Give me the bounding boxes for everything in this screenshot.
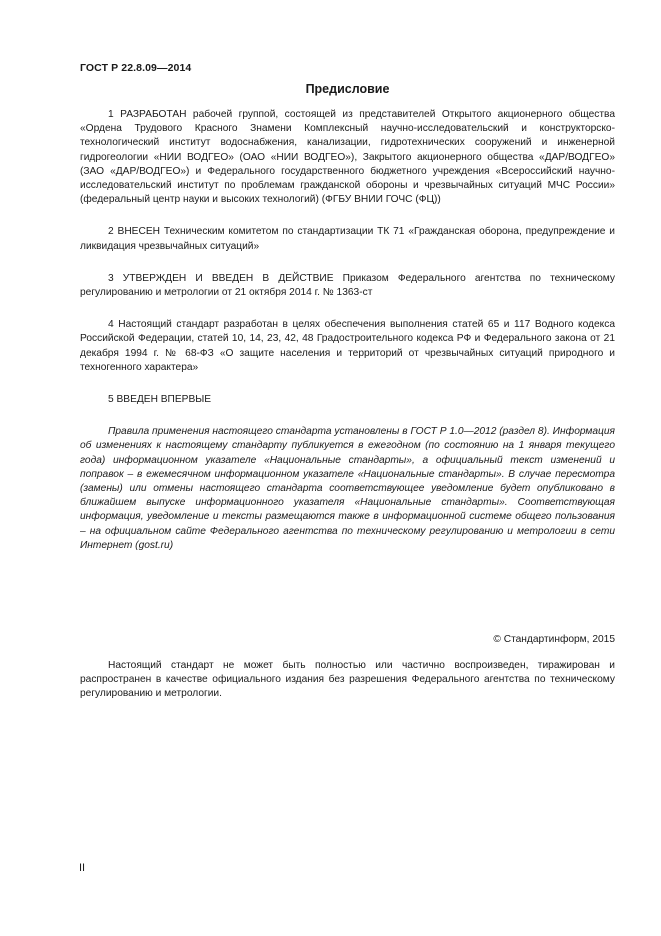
page-title: Предисловие (305, 82, 390, 96)
foreword-body (80, 108, 615, 571)
paragraph-purpose: 4 Настоящий стандарт разработан в целях обеспечения выполнения статей 65 и 117 Водного кодекса Российской Федерации, статей 10, 14, 23, 42, 48 Градостроительного кодекса РФ и Федерального закона от 21 декабря 1994 г. № 68-ФЗ «О защите населения и территорий от чрезвычайных ситуаций природного и техногенного характера» (80, 319, 615, 373)
paragraph-developed-by: 1 РАЗРАБОТАН рабочей группой, состоящей из представителей Открытого акционерного общества «Ордена Трудового Красного Знамени Комплексный научно-исследовательский и конструкторско-технологический институт водоснабжения, канализации, гидротехнических сооружений и инженерной гидрогеологии «НИИ ВОДГЕО» (ОАО «НИИ ВОДГЕО»), Закрытого акционерного общества «ДАР/ВОДГЕО» (ЗАО «ДАР/ВОДГЕО») и Федерального государственного бюджетного учреждения «Всероссийский научно-исследовательский институт по проблемам гражданской обороны и чрезвычайных ситуаций МЧС России» (федеральный центр науки и высоких технологий) (ФГБУ ВНИИ ГОЧС (ФЦ)) (80, 109, 615, 206)
paragraph-first-introduced: 5 ВВЕДЕН ВПЕРВЫЕ (108, 394, 212, 406)
page-number: II (79, 862, 86, 874)
reproduction-notice: Настоящий стандарт не может быть полностью или частично воспроизведен, тиражирован и распространен в качестве официального издания без разрешения Федерального агентства по техническому регулированию и метрологии. (80, 660, 615, 700)
paragraph-introduced-by: 2 ВНЕСЕН Техническим комитетом по стандартизации ТК 71 «Гражданская оборона, предупреждение и ликвидация чрезвычайных ситуаций» (80, 226, 615, 252)
paragraph-approved: 3 УТВЕРЖДЕН И ВВЕДЕН В ДЕЙСТВИЕ Приказом Федерального агентства по техническому регулированию и метрологии от 21 октября 2014 г. № 1363-ст (80, 272, 615, 299)
document-code: ГОСТ Р 22.8.09—2014 (80, 62, 192, 74)
rules-note: Правила применения настоящего стандарта установлены в ГОСТ Р 1.0—2012 (раздел 8). Информация об изменениях к настоящему стандарту публикуется в ежегодном (по состоянию на 1 января текущего года) информационном указателе «Национальные стандарты», а официальный текст изменений и поправок – в ежемесячном информационном указателе «Национальные стандарты». В случае пересмотра (замены) или отмены настоящего стандарта соответствующее уведомление будет опубликовано в ближайшем выпуске информационного указателя «Национальные стандарты». Соответствующая информация, уведомление и тексты размещаются также в информационной системе общего пользования – на официальном сайте Федерального агентства по техническому регулированию и метрологии в сети Интернет (gost.ru) (80, 426, 615, 551)
copyright-line: © Стандартинформ, 2015 (493, 634, 615, 645)
